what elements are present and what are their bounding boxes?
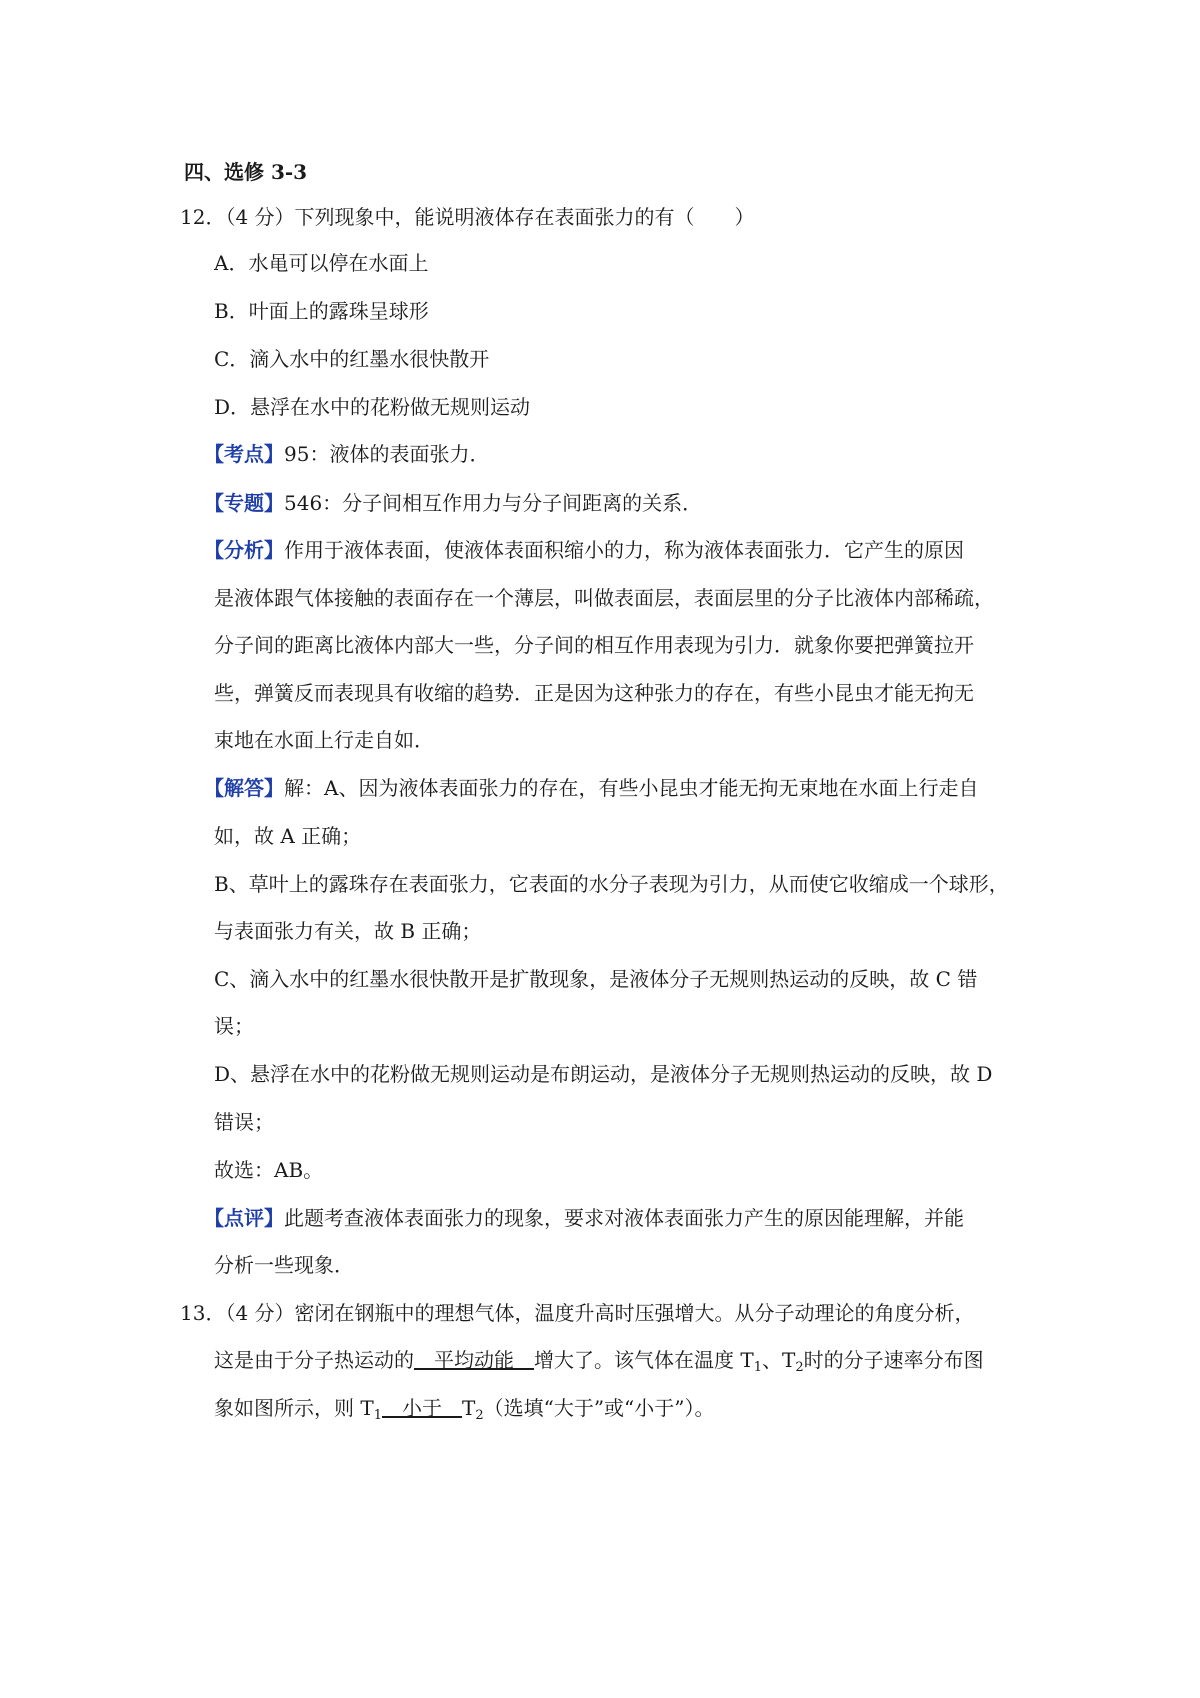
q13-text: 象如图所示，则 T bbox=[214, 1396, 374, 1420]
fenxi-line-1: 作用于液体表面，使液体表面积缩小的力，称为液体表面张力．它产生的原因 bbox=[284, 538, 964, 562]
subscript: 1 bbox=[753, 1360, 762, 1375]
jieda-line-2: 如，故 A 正确； bbox=[214, 824, 362, 848]
subscript: 2 bbox=[475, 1408, 484, 1423]
kaodian-text: 95：液体的表面张力． bbox=[284, 442, 490, 466]
subscript: 1 bbox=[373, 1408, 382, 1423]
q12-option-b: B．叶面上的露珠呈球形 bbox=[214, 299, 429, 323]
answer-blank-1: 平均动能 bbox=[414, 1348, 534, 1372]
q12-option-a: A．水黾可以停在水面上 bbox=[214, 251, 429, 275]
section-title: 四、选修 3-3 bbox=[184, 160, 308, 184]
q13-line-3 bbox=[214, 1395, 715, 1421]
q12-option-c: C．滴入水中的红墨水很快散开 bbox=[214, 347, 490, 371]
subscript: 2 bbox=[795, 1360, 804, 1375]
kaodian-tag: 【考点】 bbox=[204, 442, 284, 466]
fenxi-line-4: 些，弹簧反而表现具有收缩的趋势．正是因为这种张力的存在，有些小昆虫才能无拘无 bbox=[214, 681, 974, 705]
jieda-line-8: 错误； bbox=[214, 1110, 274, 1134]
q13-text: 时的分子速率分布图 bbox=[803, 1348, 984, 1372]
jieda-line-1: 解：A、因为液体表面张力的存在，有些小昆虫才能无拘无束地在水面上行走自 bbox=[284, 776, 979, 800]
fenxi-line-2: 是液体跟气体接触的表面存在一个薄层，叫做表面层，表面层里的分子比液体内部稀疏， bbox=[214, 586, 994, 610]
jieda-line-9: 故选：AB。 bbox=[214, 1158, 324, 1182]
fenxi-tag: 【分析】 bbox=[204, 538, 284, 562]
fenxi-row bbox=[204, 537, 964, 563]
jieda-line-5: C、滴入水中的红墨水很快散开是扩散现象，是液体分子无规则热运动的反映，故 C 错 bbox=[214, 967, 978, 991]
dianping-row bbox=[204, 1205, 964, 1231]
fenxi-line-3: 分子间的距离比液体内部大一些，分子间的相互作用表现为引力．就象你要把弹簧拉开 bbox=[214, 633, 974, 657]
dianping-tag: 【点评】 bbox=[204, 1206, 284, 1230]
q13-line-2 bbox=[214, 1347, 984, 1373]
q13-text: 增大了。该气体在温度 T bbox=[534, 1348, 754, 1372]
q13-text: 这是由于分子热运动的 bbox=[214, 1348, 414, 1372]
dianping-line-2: 分析一些现象． bbox=[214, 1253, 354, 1277]
q13-line-1: 13．（4 分）密闭在钢瓶中的理想气体，温度升高时压强增大。从分子动理论的角度分析， bbox=[180, 1301, 975, 1325]
fenxi-line-5: 束地在水面上行走自如． bbox=[214, 728, 434, 752]
q12-option-d: D．悬浮在水中的花粉做无规则运动 bbox=[214, 395, 531, 419]
q13-text: （选填“大于”或“小于”）。 bbox=[483, 1396, 715, 1420]
q12-stem: 12．（4 分）下列现象中，能说明液体存在表面张力的有（ ） bbox=[180, 205, 755, 229]
dianping-line-1: 此题考查液体表面张力的现象，要求对液体表面张力产生的原因能理解，并能 bbox=[284, 1206, 964, 1230]
q13-text: 、T bbox=[761, 1348, 796, 1372]
zhuanti-tag: 【专题】 bbox=[204, 491, 284, 515]
jieda-tag: 【解答】 bbox=[204, 776, 284, 800]
jieda-line-3: B、草叶上的露珠存在表面张力，它表面的水分子表现为引力，从而使它收缩成一个球形， bbox=[214, 872, 1009, 896]
jieda-line-6: 误； bbox=[214, 1014, 254, 1038]
answer-blank-2: 小于 bbox=[381, 1396, 462, 1420]
jieda-line-7: D、悬浮在水中的花粉做无规则运动是布朗运动，是液体分子无规则热运动的反映，故 D bbox=[214, 1062, 993, 1086]
zhuanti-row bbox=[204, 490, 702, 516]
q13-text: T bbox=[461, 1396, 476, 1420]
jieda-line-4: 与表面张力有关，故 B 正确； bbox=[214, 919, 482, 943]
jieda-row bbox=[204, 775, 978, 801]
kaodian-row bbox=[204, 441, 489, 467]
zhuanti-text: 546：分子间相互作用力与分子间距离的关系． bbox=[284, 491, 703, 515]
